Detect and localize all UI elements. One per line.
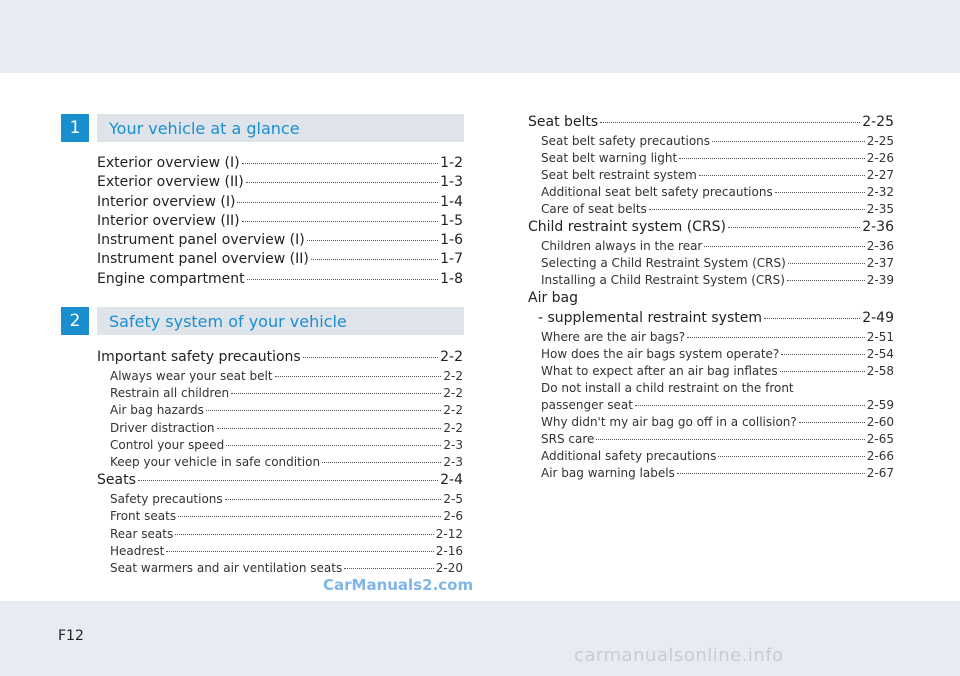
toc-subentry[interactable]: Rear seats 2-12 — [110, 526, 463, 541]
toc-entry[interactable]: Exterior overview (II) 1-3 — [97, 174, 463, 191]
toc-subentry-line1[interactable]: Do not install a child restraint on the front — [541, 381, 794, 395]
toc-entry[interactable]: Seat belts 2-25 — [528, 114, 894, 130]
toc-subentry[interactable]: Selecting a Child Restraint System (CRS) 2-37 — [541, 256, 894, 270]
toc-subentry[interactable]: passenger seat 2-59 — [541, 398, 894, 412]
footer-band — [0, 601, 960, 676]
toc-entry[interactable]: Interior overview (I) 1-4 — [97, 193, 463, 210]
toc-subentry[interactable]: Children always in the rear 2-36 — [541, 239, 894, 253]
toc-subentry[interactable]: Keep your vehicle in safe condition 2-3 — [110, 454, 463, 469]
toc-subentry[interactable]: Why didn't my air bag go off in a collision? 2-60 — [541, 415, 894, 429]
toc-entry[interactable]: Child restraint system (CRS) 2-36 — [528, 219, 894, 235]
toc-right-column — [528, 114, 894, 483]
toc-subentry[interactable]: Seat belt safety precautions 2-25 — [541, 134, 894, 148]
footer-url[interactable]: carmanualsonline.info — [574, 645, 784, 666]
section-header-1 — [61, 114, 464, 142]
toc-entry[interactable]: Instrument panel overview (II) 1-7 — [97, 251, 463, 268]
toc-entry[interactable]: Important safety precautions 2-2 — [97, 349, 463, 365]
toc-subentry[interactable]: Seat belt restraint system 2-27 — [541, 168, 894, 182]
toc-entry[interactable]: Seats 2-4 — [97, 472, 463, 489]
toc-subentry[interactable]: Driver distraction 2-2 — [110, 420, 463, 435]
toc-subentry[interactable]: Care of seat belts 2-35 — [541, 202, 894, 216]
toc-entry[interactable]: Exterior overview (I) 1-2 — [97, 155, 463, 171]
section-number-1: 1 — [61, 114, 89, 142]
section-header-2 — [61, 307, 464, 335]
header-band — [0, 0, 960, 73]
toc-entry[interactable]: Instrument panel overview (I) 1-6 — [97, 232, 463, 249]
watermark-logo[interactable]: CarManuals2.com — [323, 576, 474, 594]
toc-subentry[interactable]: Seat belt warning light 2-26 — [541, 151, 894, 165]
toc-subentry[interactable]: Air bag hazards 2-2 — [110, 403, 463, 418]
toc-subentry[interactable]: How does the air bags system operate? 2-54 — [541, 347, 894, 361]
section-title-2: Safety system of your vehicle — [97, 307, 464, 335]
toc-entry-heading[interactable]: Air bag — [528, 290, 579, 306]
toc-subentry[interactable]: Control your speed 2-3 — [110, 437, 463, 452]
section-title-1: Your vehicle at a glance — [97, 114, 464, 142]
toc-subentry[interactable]: Front seats 2-6 — [110, 509, 463, 524]
toc-section-2 — [97, 349, 463, 578]
toc-subentry[interactable]: Additional seat belt safety precautions 2-32 — [541, 185, 894, 199]
toc-entry[interactable]: - supplemental restraint system 2-49 — [538, 310, 894, 326]
toc-subentry[interactable]: Where are the air bags? 2-51 — [541, 330, 894, 344]
toc-entry[interactable]: Interior overview (II) 1-5 — [97, 212, 463, 229]
page-number: F12 — [58, 628, 84, 644]
toc-section-1 — [97, 155, 463, 290]
toc-subentry[interactable]: Headrest 2-16 — [110, 543, 463, 558]
section-number-2: 2 — [61, 307, 89, 335]
toc-subentry[interactable]: Air bag warning labels 2-67 — [541, 466, 894, 480]
toc-subentry[interactable]: Additional safety precautions 2-66 — [541, 449, 894, 463]
toc-subentry[interactable]: SRS care 2-65 — [541, 432, 894, 446]
toc-subentry[interactable]: What to expect after an air bag inflates 2-58 — [541, 364, 894, 378]
toc-subentry[interactable]: Safety precautions 2-5 — [110, 492, 463, 507]
toc-entry[interactable]: Engine compartment 1-8 — [97, 270, 463, 287]
toc-subentry[interactable]: Restrain all children 2-2 — [110, 386, 463, 401]
toc-subentry[interactable]: Always wear your seat belt 2-2 — [110, 369, 463, 383]
toc-subentry[interactable]: Seat warmers and air ventilation seats 2-20 — [110, 560, 463, 575]
toc-subentry[interactable]: Installing a Child Restraint System (CRS) 2-39 — [541, 273, 894, 287]
